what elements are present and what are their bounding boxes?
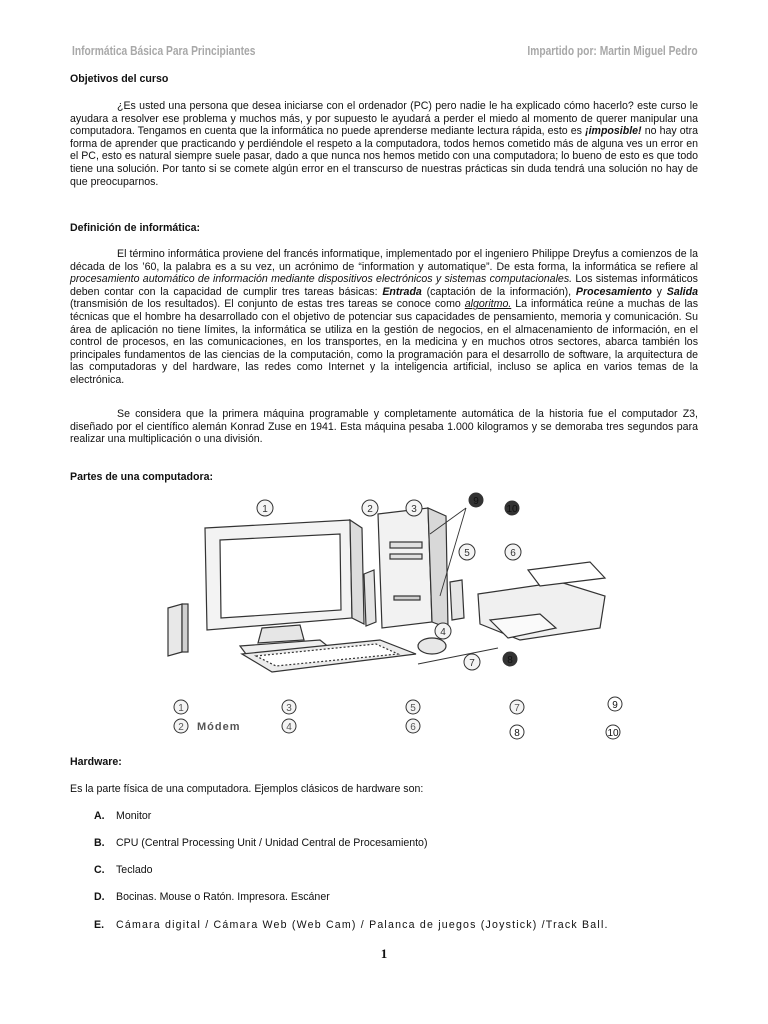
list-letter: A. (94, 810, 105, 822)
paragraph-text: (transmisión de los resultados). El conjunto de estas tres tareas se conoce como (70, 298, 461, 311)
list-item (94, 810, 151, 822)
section-heading-hardware: Hardware: (70, 756, 122, 768)
header-title: Informática Básica Para Principiantes (72, 44, 256, 58)
term-salida: Salida (666, 285, 698, 298)
monitor-icon (205, 520, 364, 654)
computer-parts-diagram (0, 478, 768, 748)
callout-6: 6 (510, 548, 516, 559)
speaker-left-icon (168, 604, 182, 656)
list-letter: E. (94, 919, 105, 931)
callout-2: 2 (367, 504, 373, 515)
paragraph-z3: Se considera que la primera máquina programable y completamente automática de la historia fue el computador Z3, diseñado por el científico alemán Konrad Zuse en 1941. Esta máquina pesaba 1.000 kilogramos y se demoraba tres segundos para realizar una multiplicación o una división. (70, 408, 698, 446)
callout-7: 7 (469, 658, 475, 669)
cpu-tower-icon (378, 508, 448, 628)
paragraph-text: (captación de la información), (426, 285, 572, 298)
list-letter: B. (94, 837, 105, 849)
legend-num-3: 3 (286, 703, 292, 714)
term-algoritmo: algoritmo. (464, 298, 512, 311)
paragraph-text: La informática reúne a muchas de las técnicas que el hombre ha desarrollado con el objetivo de potenciar sus capacidades de pensamiento, memoria y comunicación. Su área de aplicación no tiene límites, la informática se utiliza en la gestión de negocios, en el almacenamiento de información, en el control de procesos, en las comunicaciones, en los transportes, en la medicina y en muchos otros sectores, abarca también los principales fundamentos de las ciencias de la computación, como la programación para el desarrollo de software, la arquitectura de las computadoras y del hardware, las redes como Internet y la inteligencia artificial, incluso se aplica en varios temas de la electrónica. (70, 298, 698, 386)
callout-9: 9 (473, 496, 479, 507)
legend-num-6: 6 (410, 722, 416, 733)
section-heading-objetivos: Objetivos del curso (70, 73, 169, 85)
list-text: CPU (Central Processing Unit / Unidad Central de Procesamiento) (116, 837, 428, 849)
term-procesamiento: Procesamiento (575, 285, 652, 298)
paragraph-text: y (656, 285, 662, 298)
paragraph-text: ¿Es usted una persona que desea iniciarse con el ordenador (PC) pero nadie le ha explicado cómo hacerlo? este curso le ayudara a resolver ese problema y muchos más, y por supuesto le ayudará a perder el miedo al momento de querer manipular una computadora. Tengamos en cuenta que la informática no puede aprenderse mediante lectura rápida, esto es (70, 100, 698, 138)
hardware-intro: Es la parte física de una computadora. Ejemplos clásicos de hardware son: (70, 783, 424, 795)
list-text: Bocinas. Mouse o Ratón. Impresora. Escáner (116, 891, 330, 903)
page-number: 1 (380, 946, 388, 961)
callout-8: 8 (507, 655, 513, 666)
header-instructor: Impartido por: Martin Miguel Pedro (527, 44, 698, 58)
legend-label-modem: Módem (197, 721, 241, 733)
mouse-icon (418, 638, 446, 654)
modem-icon (364, 570, 376, 626)
paragraph-objetivos (70, 100, 698, 188)
legend-num-5: 5 (410, 703, 416, 714)
section-heading-partes: Partes de una computadora: (70, 471, 214, 483)
list-item (94, 891, 330, 903)
list-text: Cámara digital / Cámara Web (Web Cam) / Palanca de juegos (Joystick) /Track Ball. (116, 919, 609, 931)
callout-3: 3 (411, 504, 417, 515)
list-item (94, 837, 427, 849)
callout-4: 4 (440, 627, 446, 638)
paragraph-text: Los sistemas informáticos deben contar con la capacidad de cumplir tres tareas básicas: (70, 273, 698, 298)
list-text: Teclado (116, 864, 153, 876)
list-letter: C. (94, 864, 105, 876)
legend-num-9: 9 (612, 700, 618, 711)
list-text: Monitor (116, 810, 152, 822)
legend-num-8: 8 (514, 728, 520, 739)
term-entrada: Entrada (382, 285, 422, 298)
callout-1: 1 (262, 504, 268, 515)
legend-num-1: 1 (178, 703, 184, 714)
list-item (94, 919, 609, 931)
list-item (94, 864, 153, 876)
legend-num-10: 10 (607, 728, 619, 739)
legend-num-7: 7 (514, 703, 520, 714)
paragraph-text: El término informática proviene del francés informatique, implementado por el ingeniero Philippe Dreyfus a comienzos de la década de los ’60, la palabra es a su vez, un acrónimo de “information y automatique”. De esta forma, la informática se refiere al (70, 248, 698, 273)
printer-icon (478, 562, 605, 640)
list-letter: D. (94, 891, 105, 903)
paragraph-definicion (70, 248, 698, 387)
callout-10: 10 (506, 504, 518, 515)
section-heading-definicion: Definición de informática: (70, 222, 201, 234)
legend-num-2: 2 (178, 722, 184, 733)
emphasis-text: ¡imposible! (585, 125, 642, 138)
italic-text: procesamiento automático de información mediante dispositivos electrónicos y sistemas computacionales. (70, 273, 573, 286)
callout-5: 5 (464, 548, 470, 559)
speaker-right-icon (450, 580, 464, 620)
legend-num-4: 4 (286, 722, 292, 733)
paragraph-text: no hay otra forma de aprender que practicando y perdiéndole el respeto a la computadora, todos hemos cometido más de alguna ves un error en el PC, esto es natural siempre suele pasar, dado a que nunca nos hemos metido con una computadora; lo bueno de esto es que todo tiene una solución. Por tanto si se comete algún error en el transcurso de nuestras prácticas sin duda tendrá una solución no hay de que preocuparnos. (70, 125, 698, 188)
